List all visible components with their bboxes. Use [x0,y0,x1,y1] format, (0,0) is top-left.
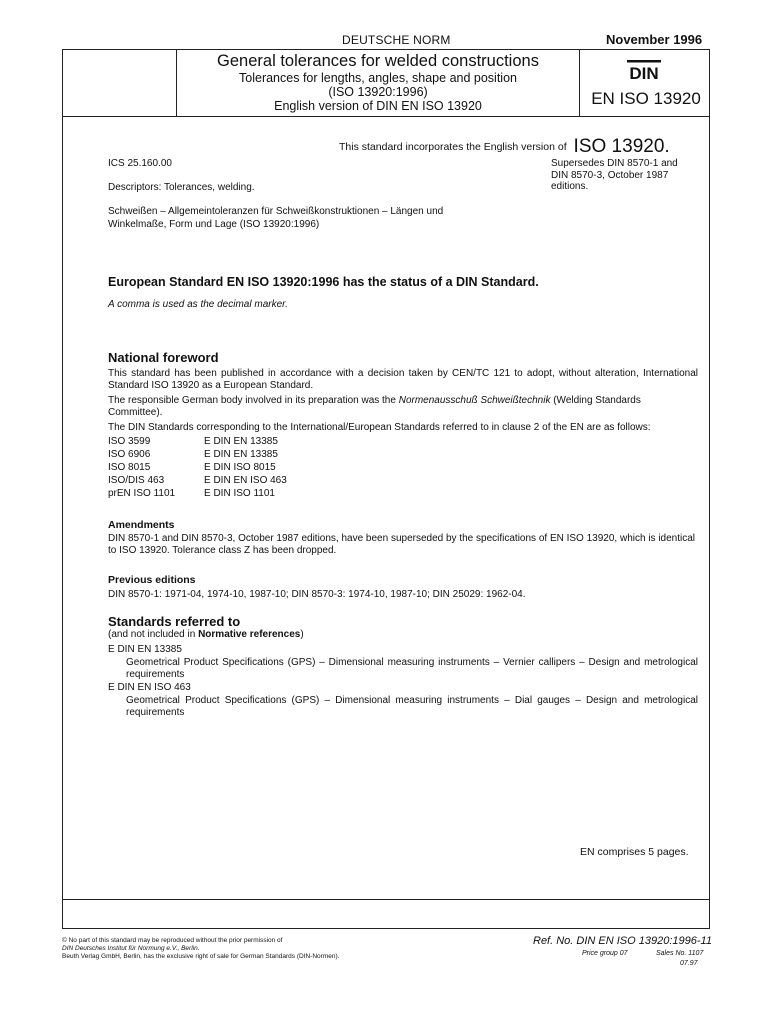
iso-number: ISO 13920. [573,136,670,157]
foreword-paragraph: This standard has been published in accordance with a decision taken by CEN/TC 121 to adopt, without alteration, International Standard ISO 13920 as a European Standard. [108,368,698,391]
table-cell: ISO 6906 [108,449,151,460]
din-logo-text: DIN [629,64,659,82]
committee-name: Normenausschuß Schweißtechnik [398,395,551,406]
german-title [108,205,588,231]
frame-divider-left [176,49,177,117]
national-foreword-heading: National foreword [108,350,219,365]
table-row [108,435,287,448]
ics-code: ICS 25.160.00 [108,158,172,169]
previous-editions-heading: Previous editions [108,574,196,586]
frame-divider-top [62,116,710,117]
german-title-line: Winkelmaße, Form und Lage (ISO 13920:1996) [108,219,320,230]
table-cell: ISO/DIS 463 [108,475,165,486]
table-row [108,474,287,487]
supersedes-line: editions. [551,181,589,192]
table-cell: E DIN ISO 8015 [204,462,276,473]
page-count-note: EN comprises 5 pages. [580,846,689,858]
table-cell: prEN ISO 1101 [108,488,176,499]
frame-divider-right [579,49,580,117]
table-row [108,448,287,461]
reference-description: Geometrical Product Specifications (GPS) – Dimensional measuring instruments – Dial gauges – Design and metrological requirements [126,695,698,718]
supersedes-line: Supersedes DIN 8570-1 and [551,158,678,169]
german-title-line: Schweißen – Allgemeintoleranzen für Schweißkonstruktionen – Längen und [108,206,444,217]
incorporates-text: This standard incorporates the English version of [339,141,567,153]
frame-divider-bottom [62,899,710,900]
descriptors: Descriptors: Tolerances, welding. [108,182,255,193]
table-row [108,461,287,474]
sales-number: Sales No. 1107 [656,950,704,957]
din-logo [627,60,661,82]
iso-reference: (ISO 13920:1996) [328,85,428,99]
foreword-text: The responsible German body involved in its preparation was the [108,395,399,406]
date-code: 07.97 [680,960,698,967]
foreword-paragraph: The DIN Standards corresponding to the International/European Standards referred to in clause 2 of the EN are as follows: [108,422,651,433]
incorporates-line [339,136,670,158]
decimal-marker-note: A comma is used as the decimal marker. [108,299,288,310]
din-number: EN ISO 13920 [591,89,701,108]
standards-correspondence-table [108,435,287,500]
supersedes-note [551,158,701,193]
copyright-line: © No part of this standard may be reproduced without the prior permission of [62,937,283,944]
amendments-text: DIN 8570-1 and DIN 8570-3, October 1987 editions, have been superseded by the specifications of EN ISO 13920, which is identical to ISO 13920. Tolerance class Z has been dropped. [108,533,696,556]
table-row [108,487,287,500]
previous-editions-text: DIN 8570-1: 1971-04, 1974-10, 1987-10; DIN 8570-3: 1974-10, 1987-10; DIN 25029: 1962-04. [108,589,526,600]
document-title: General tolerances for welded constructions [217,52,539,70]
supersedes-line: DIN 8570-3, October 1987 [551,169,669,181]
document-subtitle: Tolerances for lengths, angles, shape and position [239,71,517,85]
title-block [178,52,578,113]
foreword-text: (Welding Standards Committee). [108,395,641,418]
copyright-notice [62,937,442,961]
table-cell: E DIN EN 13385 [204,449,278,460]
reference-id: E DIN EN ISO 463 [108,682,191,693]
publication-date: November 1996 [606,32,703,47]
table-cell: ISO 8015 [108,462,151,473]
table-cell: E DIN ISO 1101 [204,488,275,499]
table-cell: E DIN EN 13385 [204,436,278,447]
norm-label: DEUTSCHE NORM [342,33,451,47]
reference-number: Ref. No. DIN EN ISO 13920:1996-11 [533,935,712,947]
reference-description: Geometrical Product Specifications (GPS) – Dimensional measuring instruments – Vernier callipers – Design and metrological requirements [126,657,698,680]
copyright-line: Beuth Verlag GmbH, Berlin, has the exclusive right of sale for German Standards (DIN-Normen). [62,953,340,960]
subheading-text: ) [300,629,304,640]
subheading-text: (and not included in [108,629,199,640]
copyright-line: DIN Deutsches Institut für Normung e.V., Berlin. [62,945,200,952]
price-group: Price group 07 [582,950,628,957]
table-cell: ISO 3599 [108,436,151,447]
amendments-heading: Amendments [108,519,175,531]
reference-id: E DIN EN 13385 [108,644,182,655]
table-cell: E DIN EN ISO 463 [204,475,287,486]
status-statement: European Standard EN ISO 13920:1996 has the status of a DIN Standard. [108,275,539,289]
standards-referred-subheading [108,629,304,640]
standards-referred-heading: Standards referred to [108,614,241,629]
subheading-bold: Normative references [198,629,301,640]
foreword-paragraph [108,395,698,419]
english-version: English version of DIN EN ISO 13920 [274,99,482,113]
